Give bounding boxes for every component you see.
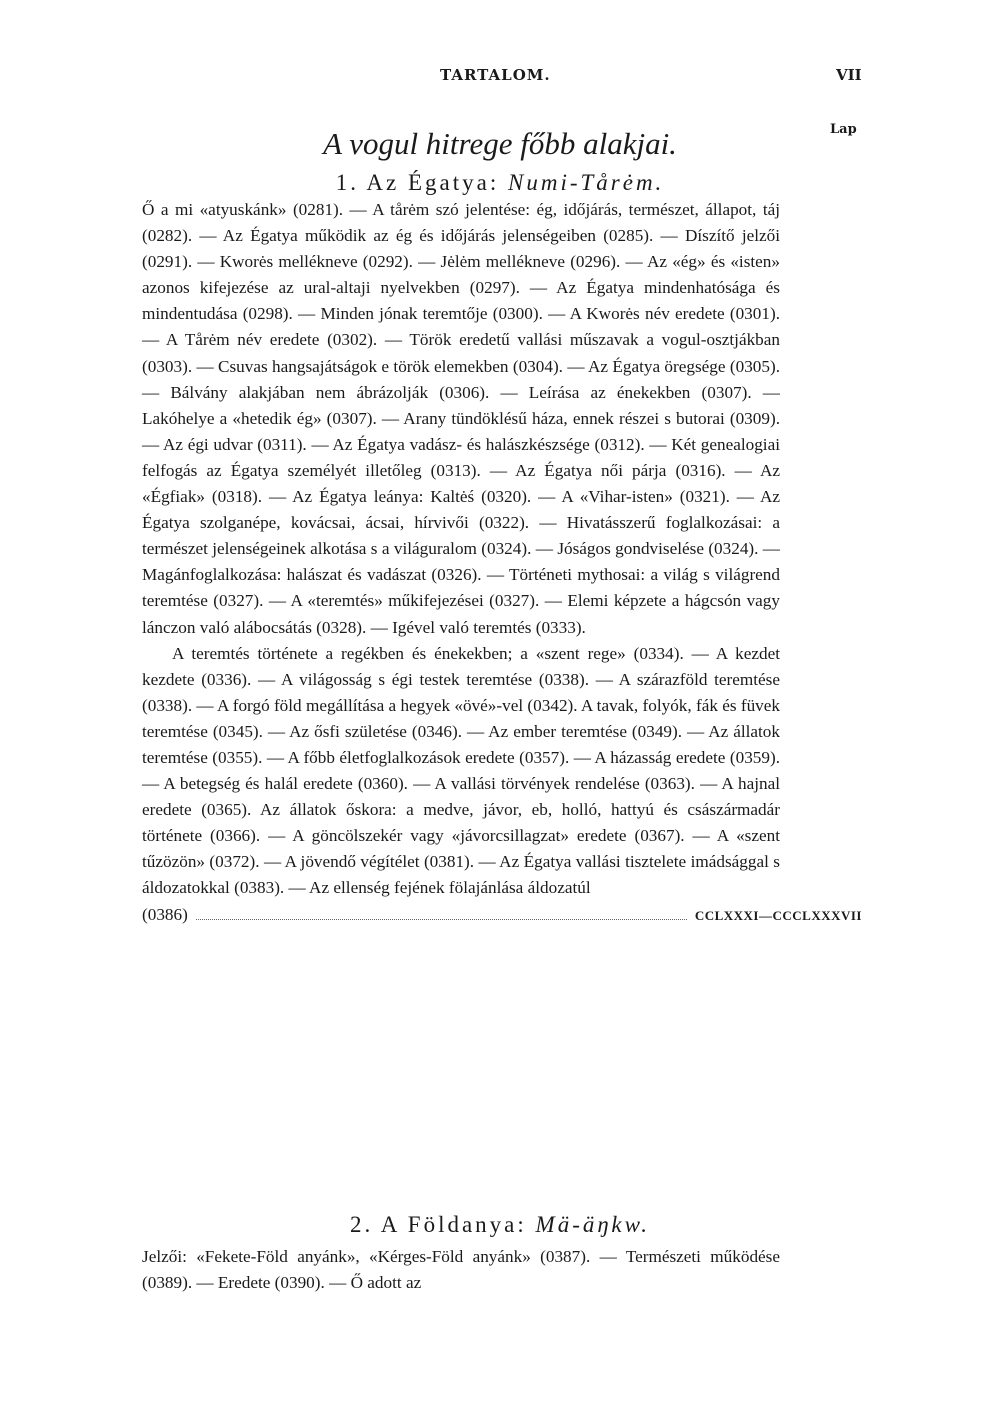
- section-heading-2: [0, 1212, 1000, 1238]
- section-1-body: [142, 197, 862, 929]
- section-heading-1: [0, 170, 1000, 196]
- section-title: Az Égatya:: [366, 170, 500, 195]
- last-reference: (0386): [142, 904, 188, 924]
- section-paragraph: Jelzői: «Fekete-Föld anyánk», «Kérges-Föld anyánk» (0387). — Természeti működése (0389). — Eredete (0390). — Ő adott az: [142, 1247, 780, 1293]
- chapter-heading: A vogul hitrege főbb alakjai.: [323, 126, 677, 161]
- page-number: VII: [836, 66, 862, 84]
- leader-dots: [196, 919, 687, 920]
- section-2-body: [142, 1244, 780, 1296]
- page-range: CCLXXXI—CCCLXXXVII: [694, 907, 862, 923]
- lap-column-label: Lap: [830, 122, 857, 137]
- section-title: A Földanya:: [380, 1212, 527, 1237]
- section-paragraph: Ő a mi «atyuskánk» (0281). — A tårėm szó jelentése: ég, időjárás, természet, állapot, táj (0282). — Az Égatya működik az ég és időjárás jelenségeiben (0285). — Díszítő jelzői (0291). — Kworės mellékneve (0292). — Jėlėm mellékneve (0296). — Az «ég» és «isten» azonos kifejezése az ural-altaji nyelvekben (0297). — Az Égatya mindenhatósága és mindentudása (0298). — Minden jónak teremtője (0300). — A Kworės név eredete (0301). — A Tårėm név eredete (0302). — Török eredetű vallási műszavak a vogul-osztjákban (0303). — Csuvas hangsajátságok e török elemekben (0304). — Az Égatya öregsége (0305). — Bálvány alakjában nem ábrázolják (0306). — Leírása az énekekben (0307). — Lakóhelye a «hetedik ég» (0307). — Arany tündöklésű háza, ennek részei s butorai (0309). — Az égi udvar (0311). — Az Égatya vadász- és halászkészsége (0312). — Két genealogiai felfogás az Égatya személyét illetőleg (0313). — Az Égatya női párja (0316). — Az «Égfiak» (0318). — Az Égatya leánya: Kaltėś (0320). — A «Vihar-isten» (0321). — Az Égatya szolganépe, kovácsai, ácsai, hírvivői (0322). — Hivatásszerű foglalkozásai: a természet jelenségeinek alkotása s a világuralom (0324). — Jóságos gondviselése (0324). — Magánfoglalkozása: halászat és vadászat (0326). — Történeti mythosai: a világ s világrend teremtése (0327). — A «teremtés» műkifejezései (0327). — Elemi képzete a hágcsón vagy lánczon való alábocsátás (0328). — Igével való teremtés (0333).: [142, 200, 780, 637]
- section-title-italic: Numi-Tårėm.: [508, 170, 665, 195]
- toc-entry-end: [142, 902, 862, 929]
- running-title: TARTALOM.: [440, 66, 551, 84]
- section-number: 2.: [349, 1212, 374, 1237]
- section-number: 1.: [335, 170, 359, 195]
- running-head: [0, 66, 1000, 90]
- section-title-italic: Mä-äŋkw.: [535, 1212, 651, 1237]
- section-paragraph: A teremtés története a regékben és énekekben; a «szent rege» (0334). — A kezdet kezdete (0336). — A világosság s égi testek teremtése (0338). — A szárazföld teremtése (0338). — A forgó föld megállítása a hegyek «övé»-vel (0342). A tavak, folyók, fák és füvek teremtése (0345). — Az ősfi születése (0346). — Az ember teremtése (0349). — Az állatok teremtése (0355). — A főbb életfoglalkozások eredete (0357). — A házasság eredete (0359). — A betegség és halál eredete (0360). — A vallási törvények rendelése (0363). — A hajnal eredete (0365). Az állatok őskora: a medve, jávor, eb, holló, hattyú és császármadár története (0366). — A göncölszekér vagy «jávorcsillagzat» eredete (0367). — A «szent tűzözön» (0372). — A jövendő végítélet (0381). — Az Égatya vallási tisztelete imádsággal s áldozatokkal (0383). — Az ellenség fejének fölajánlása áldozatúl: [142, 643, 780, 898]
